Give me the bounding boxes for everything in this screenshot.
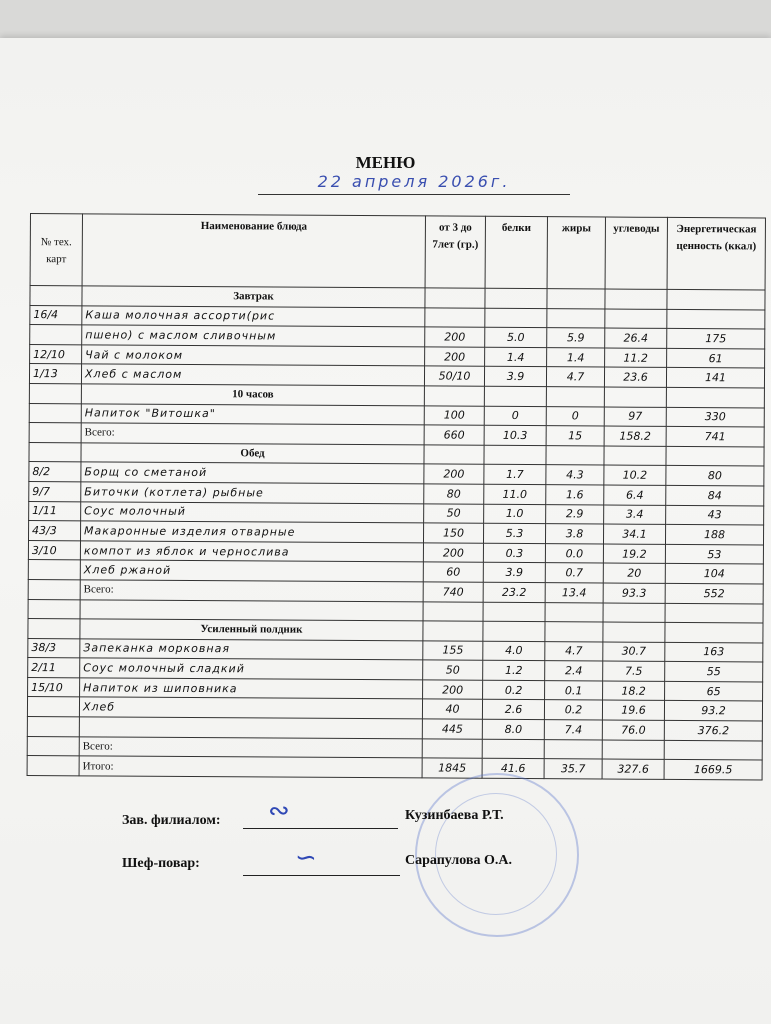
section-10am: 10 часов: [81, 384, 424, 406]
chef-name: Сарапулова О.А.: [405, 853, 512, 868]
section-snack: Усиленный полдник: [80, 619, 423, 641]
total-row: Всего: 740 23.2 13.4 93.3 552: [28, 579, 763, 603]
col-header-energy: Энергетическая ценность (ккал): [667, 217, 765, 290]
table-row: 15/10 Напиток из шиповника 200 0.2 0.1 18.2 65: [28, 677, 763, 701]
col-header-protein: белки: [485, 216, 547, 288]
col-header-portion: от 3 до 7лет (гр.): [425, 216, 485, 288]
head-signature-line: [243, 828, 398, 829]
section-breakfast: Завтрак: [82, 286, 425, 308]
head-label: Зав. филиалом:: [122, 813, 221, 828]
table-row: 12/10 Чай с молоком 200 1.4 1.4 11.2 61: [30, 344, 765, 368]
total-row: Всего: 660 10.3 15 158.2 741: [29, 423, 764, 447]
section-lunch: Обед: [81, 443, 424, 465]
table-row: Хлеб 40 2.6 0.2 19.6 93.2: [27, 697, 762, 721]
table-row: 9/7 Биточки (котлета) рыбные 80 11.0 1.6 6.4 84: [29, 481, 764, 505]
table-row: 2/11 Соус молочный сладкий 50 1.2 2.4 7.5 55: [28, 658, 763, 682]
table-header: [30, 214, 765, 290]
table-row: Хлеб ржаной 60 3.9 0.7 20 104: [28, 560, 763, 584]
chef-label: Шеф-повар:: [122, 856, 200, 871]
document-page: [0, 38, 771, 1024]
menu-date: 22 апреля 2026г.: [258, 172, 570, 195]
total-row: Всего:: [27, 736, 762, 760]
head-signature: ∾: [268, 796, 290, 826]
table-row: 43/3 Макаронные изделия отварные 150 5.3 3.8 34.1 188: [29, 521, 764, 545]
grand-total-row: Итого: 1845 41.6 35.7 327.6 1669.5: [27, 756, 762, 780]
subtotal-row: 445 8.0 7.4 76.0 376.2: [27, 717, 762, 741]
col-header-name: Наименование блюда: [82, 214, 425, 288]
page-title: МЕНЮ: [355, 153, 416, 172]
table-row: 3/10 компот из яблок и чернослива 200 0.3 0.0 19.2 53: [28, 540, 763, 564]
col-header-fat: жиры: [547, 217, 605, 289]
table-row: 38/3 Запеканка морковная 155 4.0 4.7 30.7 163: [28, 638, 763, 662]
chef-signature-line: [243, 875, 400, 876]
menu-table: [27, 213, 766, 780]
col-header-num: № тех. карт: [30, 214, 82, 286]
col-header-carbs: углеводы: [605, 217, 667, 289]
table-row: 1/11 Соус молочный 50 1.0 2.9 3.4 43: [29, 501, 764, 525]
table-row: 16/4 Каша молочная ассорти(рис: [30, 305, 765, 329]
chef-signature: ∽: [295, 843, 317, 873]
table-row: пшено) с маслом сливочным 200 5.0 5.9 26.4 175: [30, 325, 765, 349]
table-row: 8/2 Борщ со сметаной 200 1.7 4.3 10.2 80: [29, 462, 764, 486]
table-row: Напиток "Витошка" 100 0 0 97 330: [29, 403, 764, 427]
head-name: Кузинбаева Р.Т.: [405, 808, 504, 823]
table-row: 1/13 Хлеб с маслом 50/10 3.9 4.7 23.6 141: [29, 364, 764, 388]
